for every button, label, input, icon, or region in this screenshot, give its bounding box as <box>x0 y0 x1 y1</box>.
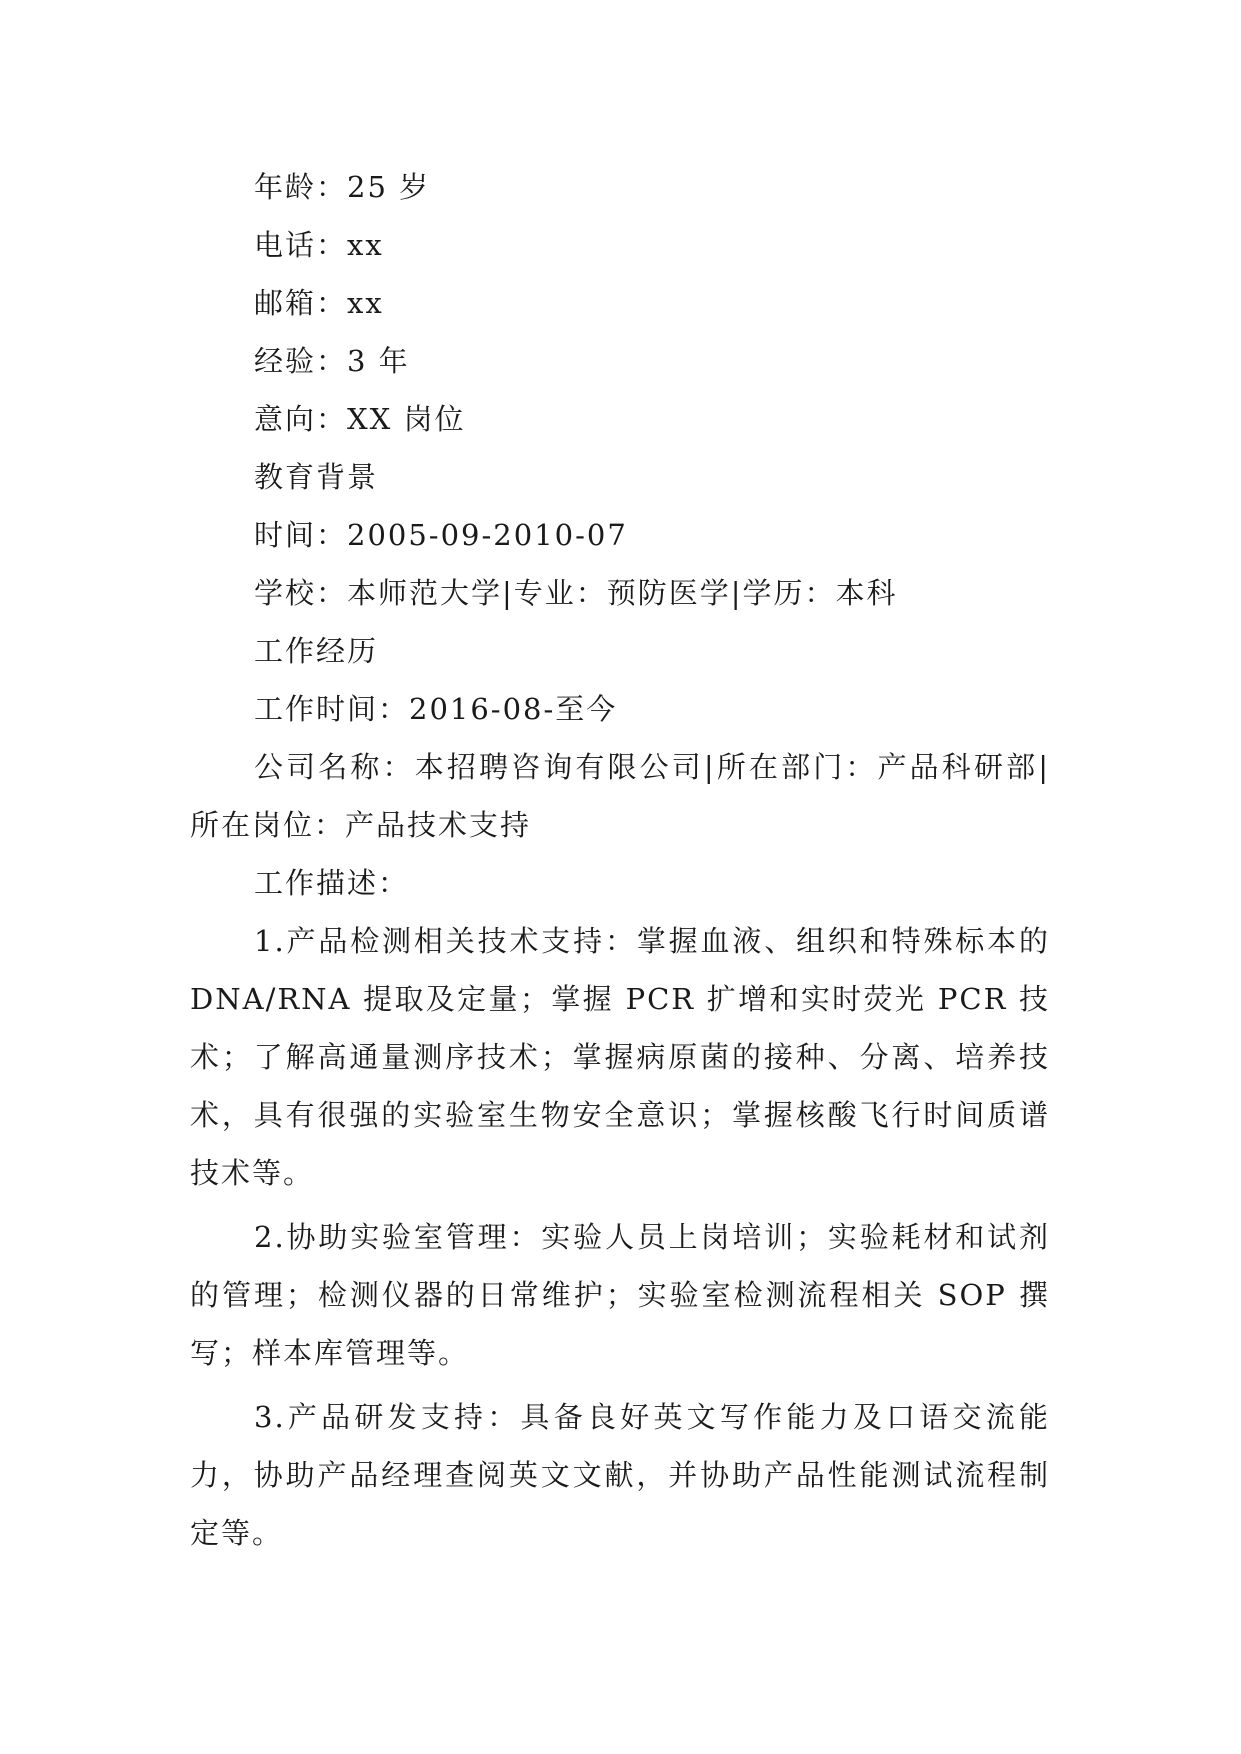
email-line: 邮箱：xx <box>254 286 384 320</box>
phone-line: 电话：xx <box>254 228 384 262</box>
experience-line: 经验：3 年 <box>254 344 410 378</box>
duty-paragraph-2: 2.协助实验室管理：实验人员上岗培训；实验耗材和试剂的管理；检测仪器的日常维护；实验室检测流程相关 SOP 撰写；样本库管理等。 <box>190 1220 1050 1370</box>
work-description-heading: 工作描述： <box>254 866 410 900</box>
duty-paragraph-1: 1.产品检测相关技术支持：掌握血液、组织和特殊标本的 DNA/RNA 提取及定量；掌握 PCR 扩增和实时荧光 PCR 技术；了解高通量测序技术；掌握病原菌的接种、分离、培养技术，具有很强的实验室生物安全意识；掌握核酸飞行时间质谱技术等。 <box>190 924 1050 1190</box>
age-line: 年龄：25 岁 <box>254 170 431 204</box>
work-time-line: 工作时间：2016-08-至今 <box>254 692 618 726</box>
resume-content <box>190 158 1050 1562</box>
company-paragraph: 公司名称：本招聘咨询有限公司|所在部门：产品科研部|所在岗位：产品技术支持 <box>190 750 1050 842</box>
education-time-line: 时间：2005-09-2010-07 <box>254 518 628 552</box>
work-experience-heading: 工作经历 <box>254 634 379 668</box>
school-line: 学校：本师范大学|专业：预防医学|学历：本科 <box>254 576 898 610</box>
intention-line: 意向：XX 岗位 <box>254 402 466 436</box>
duty-paragraph-3: 3.产品研发支持：具备良好英文写作能力及口语交流能力，协助产品经理查阅英文文献，并协助产品性能测试流程制定等。 <box>190 1400 1050 1550</box>
education-heading: 教育背景 <box>254 460 379 494</box>
